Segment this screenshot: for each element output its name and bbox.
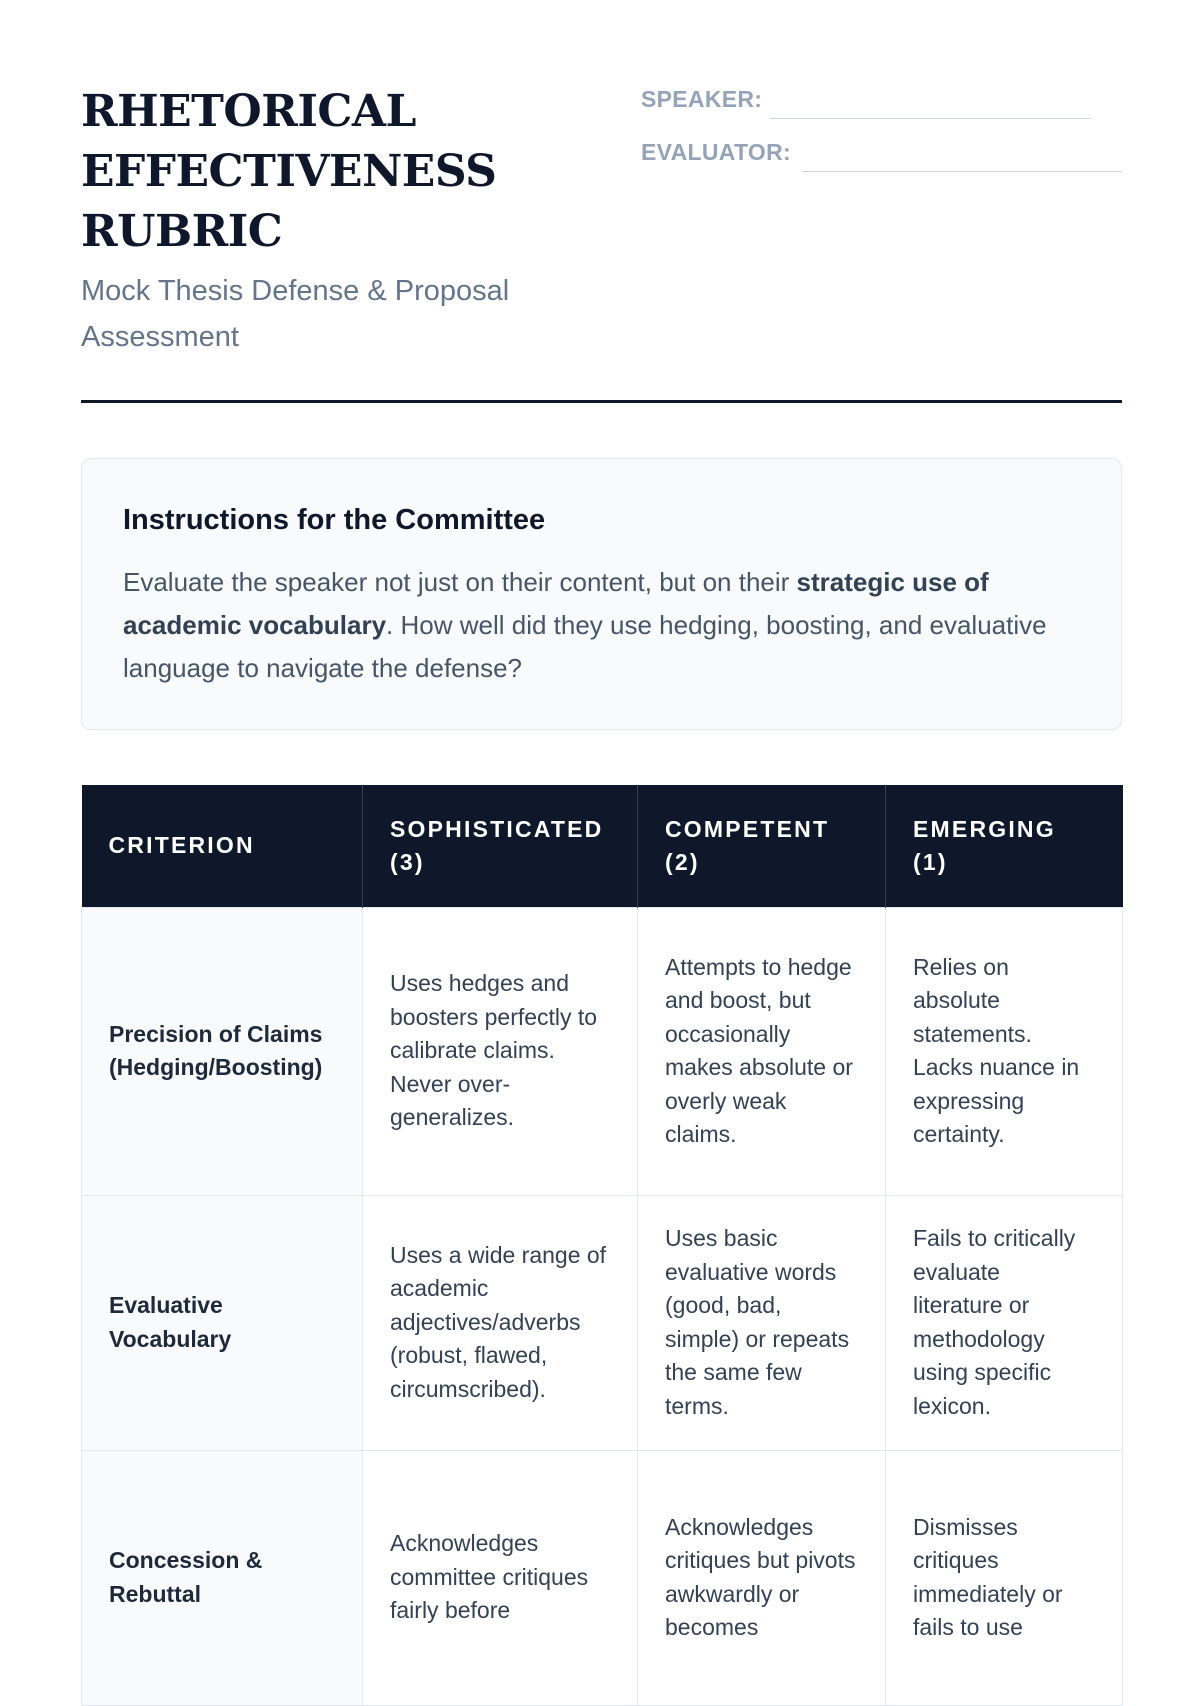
emerging-cell: Relies on absolute statements. Lacks nuance in expressing certainty. <box>886 907 1123 1195</box>
document-header <box>81 82 1122 406</box>
speaker-label: SPEAKER: <box>641 86 763 112</box>
table-row <box>82 907 1123 1195</box>
emerging-cell: Fails to critically evaluate literature or methodology using specific lexicon. <box>886 1195 1123 1450</box>
column-header-competent: COMPETENT (2) <box>638 785 886 907</box>
column-header-sophisticated: SOPHISTICATED (3) <box>363 785 638 907</box>
evaluator-field <box>641 135 1122 175</box>
instructions-box <box>81 458 1122 730</box>
column-header-emerging: EMERGING (1) <box>886 785 1123 907</box>
instructions-text <box>123 561 1083 690</box>
page-title: RHETORICAL EFFECTIVENESS RUBRIC <box>81 86 497 257</box>
competent-cell: Uses basic evaluative words (good, bad, simple) or repeats the same few terms. <box>638 1195 886 1450</box>
rubric-header-row <box>82 785 1123 907</box>
evaluator-label: EVALUATOR: <box>641 139 791 165</box>
emerging-cell: Dismisses critiques immediately or fails to use <box>886 1450 1123 1705</box>
rubric-table <box>81 785 1123 1706</box>
criterion-cell: Concession & Rebuttal <box>82 1450 363 1705</box>
instructions-text-end: . How well did they use hedging, boosting, and evaluative language to navigate the defense? <box>123 610 1047 683</box>
table-row <box>82 1450 1123 1705</box>
page-subtitle: Mock Thesis Defense & Proposal Assessment <box>81 275 510 353</box>
speaker-blank-line[interactable] <box>770 118 1091 119</box>
header-divider <box>81 400 1122 403</box>
competent-cell: Acknowledges critiques but pivots awkwardly or becomes <box>638 1450 886 1705</box>
competent-cell: Attempts to hedge and boost, but occasionally makes absolute or overly weak claims. <box>638 907 886 1195</box>
column-header-criterion: CRITERION <box>82 785 363 907</box>
sophisticated-cell: Acknowledges committee critiques fairly before <box>363 1450 638 1705</box>
table-row <box>82 1195 1123 1450</box>
instructions-text-start: Evaluate the speaker not just on their content, but on their <box>123 567 797 597</box>
sophisticated-cell: Uses hedges and boosters perfectly to calibrate claims. Never over-generalizes. <box>363 907 638 1195</box>
criterion-cell: Evaluative Vocabulary <box>82 1195 363 1450</box>
criterion-cell: Precision of Claims (Hedging/Boosting) <box>82 907 363 1195</box>
speaker-field <box>641 82 1122 122</box>
evaluator-blank-line[interactable] <box>802 171 1122 172</box>
instructions-text-emphasis: strategic use of academic vocabulary <box>123 567 989 640</box>
sophisticated-cell: Uses a wide range of academic adjectives/adverbs (robust, flawed, circumscribed). <box>363 1195 638 1450</box>
rubric-table-wrapper <box>81 785 1122 1706</box>
instructions-heading: Instructions for the Committee <box>123 504 546 536</box>
